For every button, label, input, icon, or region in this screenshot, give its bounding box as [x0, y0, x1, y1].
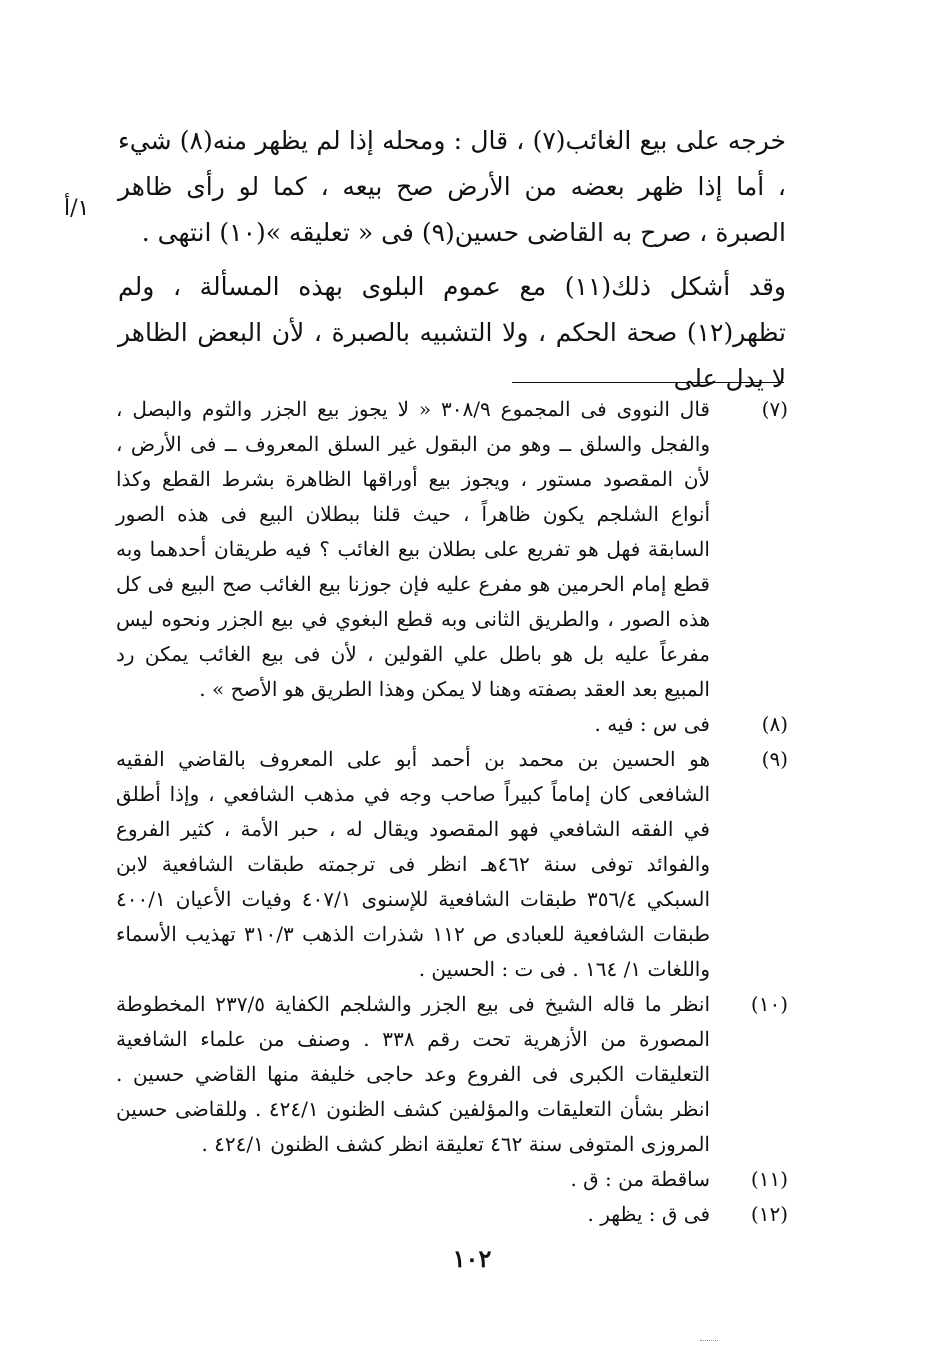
footnote [116, 742, 788, 987]
scan-speck [700, 1340, 718, 1344]
footnote-number: (١٠) [750, 992, 788, 1016]
main-text-block [118, 118, 786, 402]
footnote-text: فى ق : يظهر . [587, 1202, 710, 1226]
footnote-text: انظر ما قاله الشيخ فى بيع الجزر والشلجم الكفاية ٢٣٧/٥ المخطوطة المصورة من الأزهرية تحت رقم ٣٣٨ . وصنف من علماء الشافعية التعليقات الكبرى فى الفروع وعد حاجى خليفة منها القاضي حسين . انظر بشأن التعليقات والمؤلفين كشف الظنون ٤٢٤/١ . وللقاضى حسين المروزى المتوفى سنة ٤٦٢ تعليقة انظر كشف الظنون ٤٢٤/١ . [116, 992, 710, 1156]
main-paragraph: خرجه على بيع الغائب(٧) ، قال : ومحله إذا لم يظهر منه(٨) شيء ، أما إذا ظهر بعضه من الأرض صح بيعه ، كما لو رأى ظاهر الصبرة ، صرح به القاضى حسين(٩) فى « تعليقه »(١٠) انتهى . [118, 126, 787, 247]
footnote [116, 987, 788, 1162]
footnote-divider [512, 382, 784, 383]
footnote [116, 392, 788, 707]
footnote-number: (٧) [761, 397, 788, 421]
footnote-text: قال النووى فى المجموع ٣٠٨/٩ « لا يجوز بيع الجزر والثوم والبصل ، والفجل والسلق ــ وهو من البقول غير السلق المعروف ــ فى الأرض ، لأن المقصود مستور ، ويجوز بيع أوراقها الظاهرة بشرط القطع وكذا أنواع الشلجم يكون ظاهراً ، حيث قلنا ببطلان البيع فى هذه الصور السابقة فهل هو تفريع على بطلان بيع الغائب ؟ فيه طريقان أحدهما وبه قطع إمام الحرمين هو مفرع عليه فإن جوزنا بيع الغائب صح البيع فى كل هذه الصور ، والطريق الثانى وبه قطع البغوي في بيع الجزر ونحوه ليس مفرعاً عليه بل هو باطل علي القولين ، لأن فى بيع الغائب يمكن رد المبيع بعد العقد بصفته وهنا لا يمكن وهذا الطريق هو الأصح » . [116, 397, 710, 701]
footnote-number: (٩) [761, 747, 788, 771]
footnote-number: (١١) [750, 1167, 788, 1191]
footnote [116, 1162, 788, 1197]
footnote-text: هو الحسين بن محمد بن أحمد أبو على المعروف بالقاضي الفقيه الشافعى كان إماماً كبيراً صاحب وجه في مذهب الشافعي ، وإذا أطلق في الفقه الشافعي فهو المقصود ويقال له ، حبر الأمة ، كثير الفروع والفوائد توفى سنة ٤٦٢هـ انظر فى ترجمته طبقات الشافعية لابن السبكي ٣٥٦/٤ طبقات الشافعية للإسنوى ٤٠٧/١ وفيات الأعيان ٤٠٠/١ طبقات الشافعية للعبادى ص ١١٢ شذرات الذهب ٣١٠/٣ تهذيب الأسماء واللغات ١/ ١٦٤ . فى ت : الحسين . [116, 747, 711, 981]
page-number: ١٠٢ [452, 1244, 492, 1273]
footnote-text: ساقطة من : ق . [570, 1167, 710, 1191]
footnote-number: (٨) [761, 712, 788, 736]
main-paragraph: وقد أشكل ذلك(١١) مع عموم البلوى بهذه المسألة ، ولم تظهر(١٢) صحة الحكم ، ولا التشبيه بالصبرة ، لأن البعض الظاهر لا يدل على [118, 272, 786, 393]
footnote-number: (١٢) [750, 1202, 788, 1226]
manuscript-folio-marker: ١/أ [64, 196, 90, 221]
footnote [116, 707, 788, 742]
footnote [116, 1197, 788, 1232]
footnote-text: فى س : فيه . [594, 712, 710, 736]
footnotes-section [116, 392, 788, 1232]
